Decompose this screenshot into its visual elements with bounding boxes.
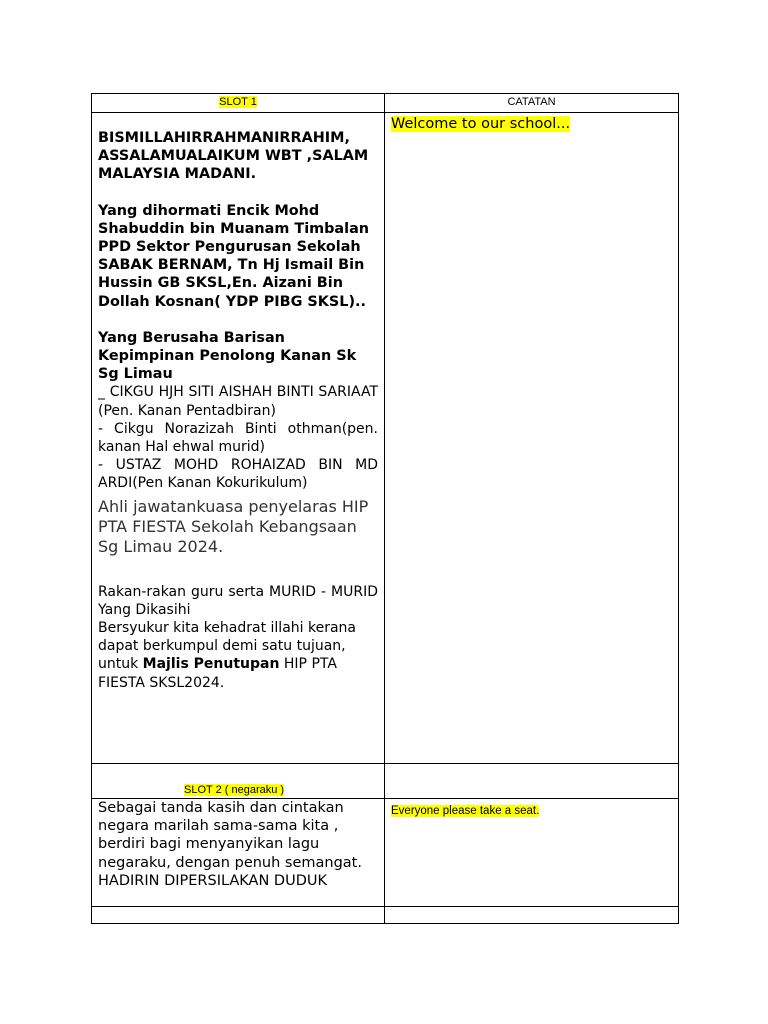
committee-paragraph: Ahli jawatankuasa penyelaras HIP PTA FIESTA Sekolah Kebangsaan Sg Limau 2024.	[98, 496, 369, 556]
slot2-header: SLOT 2 ( negaraku )	[184, 784, 285, 796]
leadership-heading: Yang Berusaha Barisan Kepimpinan Penolong Kanan Sk Sg Limau	[98, 329, 357, 383]
header-row	[92, 94, 679, 113]
catatan-header: CATATAN	[507, 96, 556, 108]
closing-text: Bersyukur kita kehadrat illahi kerana dapat berkumpul demi satu tujuan, untuk	[98, 620, 357, 673]
slot2-content-cell	[92, 799, 385, 907]
slot2-header-row	[92, 764, 679, 799]
empty-cell-right	[385, 907, 679, 924]
note2-cell	[385, 799, 679, 907]
teachers-line: Rakan-rakan guru serta MURID - MURID Yang Dikasihi	[98, 583, 378, 618]
note-seat: Everyone please take a seat.	[391, 805, 540, 817]
greeting-paragraph: BISMILLAHIRRAHMANIRRAHIM, ASSALAMUALAIKUM WBT ,SALAM MALAYSIA MADANI.	[98, 130, 369, 183]
leadership-line-3: - USTAZ MOHD ROHAIZAD BIN MD ARDI(Pen Kanan Kokurikulum)	[98, 457, 378, 492]
slot1-header-cell	[92, 94, 385, 113]
note-welcome: Welcome to our school...	[391, 116, 571, 132]
empty-row	[92, 907, 679, 924]
slot1-row	[92, 113, 679, 764]
closing-paragraph	[98, 619, 378, 692]
slot2-row	[92, 799, 679, 907]
slot1-header: SLOT 1	[219, 96, 257, 108]
leadership-line-2: - Cikgu Norazizah Binti othman(pen. kanan Hal ehwal murid)	[98, 420, 378, 456]
catatan-header-cell	[385, 94, 679, 113]
slot1-content-cell	[92, 113, 385, 764]
slot2-header-cell	[92, 764, 385, 799]
closing-tail: HIP PTA FIESTA SKSL2024.	[98, 656, 337, 691]
anthem-paragraph: Sebagai tanda kasih dan cintakan negara marilah sama-sama kita , berdiri bagi menyanyikan lagu negaraku, dengan penuh semangat. HADIRIN DIPERSILAKAN DUDUK	[98, 800, 362, 889]
dignitaries-paragraph: Yang dihormati Encik Mohd Shabuddin bin Muanam Timbalan PPD Sektor Pengurusan Sekolah SABAK BERNAM, Tn Hj Ismail Bin Hussin GB SKSL,En. Aizani Bin Dollah Kosnan( YDP PIBG SKSL)..	[98, 202, 370, 310]
script-table	[91, 93, 679, 924]
closing-event-name: Majlis Penutupan	[142, 656, 280, 673]
empty-cell-left	[92, 907, 385, 924]
slot2-header-empty-cell	[385, 764, 679, 799]
note1-cell	[385, 113, 679, 764]
leadership-line-1: _ CIKGU HJH SITI AISHAH BINTI SARIAAT (Pen. Kanan Pentadbiran)	[98, 384, 378, 419]
